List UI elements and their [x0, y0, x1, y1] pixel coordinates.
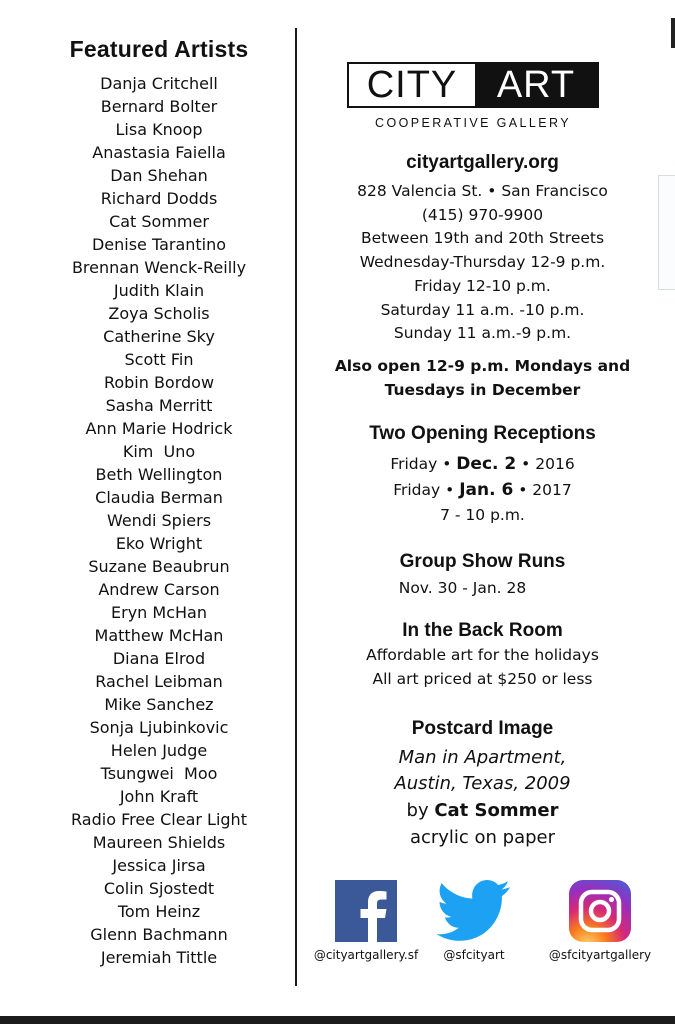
- twitter-handle: @sfcityart: [443, 948, 505, 962]
- reception-1-date: Dec. 2: [456, 454, 517, 474]
- gallery-info-line: Friday 12-10 p.m.: [414, 276, 551, 295]
- twitter-link[interactable]: [425, 880, 523, 962]
- gallery-info-line: Wednesday-Thursday 12-9 p.m.: [359, 253, 606, 272]
- artist-name: Wendi Spiers: [106, 511, 212, 530]
- column-divider: [295, 28, 297, 986]
- artist-name: Maureen Shields: [92, 833, 226, 852]
- artist-name: Eryn McHan: [111, 603, 207, 622]
- reception-time: 7 - 10 p.m.: [440, 506, 525, 524]
- gallery-subtitle: COOPERATIVE GALLERY: [375, 116, 571, 130]
- artist-name: Catherine Sky: [103, 327, 215, 346]
- artist-name: Radio Free Clear Light: [71, 810, 247, 829]
- also-open-line-1: Also open 12-9 p.m. Mondays and: [334, 357, 631, 375]
- facebook-handle: @cityartgallery.sf: [313, 948, 419, 962]
- artist-name: Sonja Ljubinkovic: [89, 718, 229, 737]
- group-show-heading: Group Show Runs: [399, 551, 566, 572]
- artist-name: Tom Heinz: [117, 902, 201, 921]
- logo-art-text: ART: [475, 64, 597, 106]
- city-art-logo: [347, 62, 599, 108]
- artist-name: Jeremiah Tittle: [100, 948, 218, 967]
- instagram-link[interactable]: [539, 880, 661, 962]
- artist-name: Zoya Scholis: [108, 304, 210, 323]
- artist-name: Rachel Leibman: [95, 672, 223, 691]
- artist-name: Colin Sjostedt: [103, 879, 215, 898]
- artist-name: Andrew Carson: [98, 580, 220, 599]
- artist-name: Helen Judge: [110, 741, 208, 760]
- artist-name: Sasha Merritt: [105, 396, 213, 415]
- featured-artists-column: [52, 36, 266, 969]
- artist-name: Danja Critchell: [100, 74, 218, 93]
- page-edge-panel: [658, 175, 675, 290]
- reception-2-date: Jan. 6: [459, 480, 514, 500]
- artist-name: John Kraft: [119, 787, 199, 806]
- reception-1-year: • 2016: [516, 455, 575, 473]
- reception-1-day: Friday •: [390, 455, 457, 473]
- artist-name: Anastasia Faiella: [92, 143, 226, 162]
- reception-1: [305, 451, 660, 477]
- postcard-by: by: [406, 800, 435, 821]
- artist-name: Kim Uno: [122, 442, 196, 461]
- instagram-handle: @sfcityartgallery: [548, 948, 652, 962]
- gallery-info-line: 828 Valencia St. • San Francisco: [357, 182, 608, 200]
- reception-2-year: • 2017: [513, 481, 572, 499]
- artist-name: Jessica Jirsa: [112, 856, 206, 875]
- postcard-title-2: Austin, Texas, 2009: [394, 773, 571, 794]
- reception-2-day: Friday •: [393, 481, 460, 499]
- artist-name: Lisa Knoop: [115, 120, 203, 139]
- back-room-line-1: Affordable art for the holidays: [366, 646, 599, 664]
- artist-name: Judith Klain: [113, 281, 205, 300]
- logo-city-text: CITY: [349, 64, 475, 106]
- artist-name: Dan Shehan: [110, 166, 208, 185]
- artist-name: Suzane Beaubrun: [88, 557, 230, 576]
- gallery-info-line: Saturday 11 a.m. -10 p.m.: [380, 300, 585, 319]
- artist-name: Bernard Bolter: [100, 97, 218, 116]
- also-open-notice: [305, 354, 660, 402]
- gallery-info-line: Sunday 11 a.m.-9 p.m.: [393, 324, 572, 343]
- artist-name: Matthew McHan: [94, 626, 224, 645]
- artist-name: Denise Tarantino: [91, 235, 227, 254]
- artist-name: Scott Fin: [124, 350, 194, 369]
- postcard-artist-line: [305, 797, 660, 824]
- reception-2: [305, 477, 660, 503]
- postcard-medium: acrylic on paper: [409, 827, 556, 848]
- back-room-line-2: All art priced at $250 or less: [372, 670, 593, 688]
- artist-name: Beth Wellington: [95, 465, 223, 484]
- gallery-info-line: (415) 970-9900: [421, 205, 544, 224]
- gallery-website[interactable]: cityartgallery.org: [406, 152, 559, 173]
- artist-name: Brennan Wenck-Reilly: [71, 258, 247, 277]
- gallery-info: [305, 180, 660, 346]
- facebook-link[interactable]: [304, 880, 428, 962]
- twitter-icon: [436, 880, 512, 942]
- artist-name: Mike Sanchez: [104, 695, 214, 714]
- artist-name: Tsungwei Moo: [100, 764, 218, 783]
- artist-list: [52, 72, 266, 969]
- featured-artists-title: Featured Artists: [69, 36, 249, 62]
- artist-name: Robin Bordow: [103, 373, 215, 392]
- postcard-artist: Cat Sommer: [434, 800, 559, 821]
- postcard-title-1: Man in Apartment,: [398, 747, 567, 768]
- also-open-line-2: Tuesdays in December: [384, 381, 581, 399]
- gallery-info-line: Between 19th and 20th Streets: [360, 229, 605, 248]
- instagram-icon: [569, 880, 631, 942]
- artist-name: Ann Marie Hodrick: [85, 419, 233, 438]
- receptions-heading: Two Opening Receptions: [369, 423, 596, 444]
- bottom-bar: [0, 1016, 675, 1024]
- artist-name: Eko Wright: [115, 534, 203, 553]
- postcard-details: [305, 745, 660, 851]
- artist-name: Cat Sommer: [109, 212, 209, 231]
- artist-name: Richard Dodds: [100, 189, 218, 208]
- group-show-dates: Nov. 30 - Jan. 28: [398, 579, 527, 597]
- artist-name: Glenn Bachmann: [90, 925, 228, 944]
- facebook-icon: [335, 880, 397, 942]
- artist-name: Claudia Berman: [95, 488, 223, 507]
- artist-name: Diana Elrod: [112, 649, 206, 668]
- postcard-heading: Postcard Image: [411, 718, 554, 739]
- back-room-heading: In the Back Room: [402, 620, 563, 641]
- receptions-details: [305, 451, 660, 527]
- back-room-details: [305, 643, 660, 691]
- page-edge-marker: [671, 18, 675, 48]
